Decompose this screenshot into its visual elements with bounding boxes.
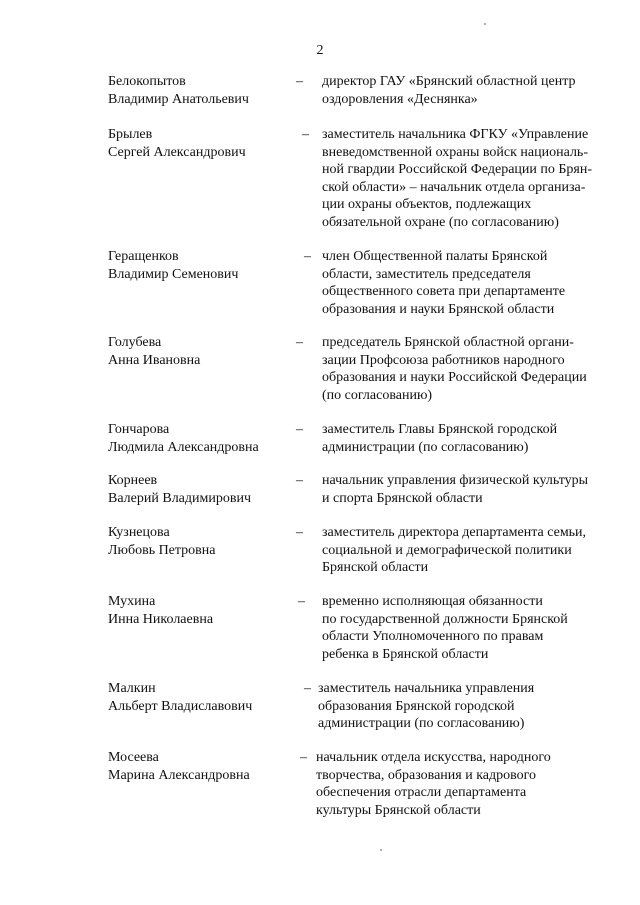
- position-line: Брянской области: [322, 560, 429, 575]
- position-line: социальной и демографической политики: [322, 542, 572, 558]
- member-given-name: Марина Александровна: [108, 767, 250, 783]
- position-line: председатель Брянской областной органи-: [322, 335, 574, 350]
- position-line: заместитель Главы Брянской городской: [322, 422, 558, 437]
- member-name: [108, 472, 278, 507]
- position-line: заместитель директора департамента семьи,: [322, 525, 587, 540]
- position-line: обеспечения отрасли департамента: [316, 785, 527, 800]
- position-line: заместитель начальника управления: [318, 681, 535, 696]
- member-name: [108, 73, 278, 108]
- position-line: оздоровления «Деснянка»: [322, 91, 478, 107]
- member-position: [322, 524, 614, 577]
- member-name: [108, 749, 278, 784]
- member-name: [108, 593, 278, 628]
- member-name: [108, 524, 278, 559]
- member-surname: Голубева: [108, 335, 162, 350]
- member-position: [322, 248, 614, 318]
- position-line: (по согласованию): [322, 387, 433, 403]
- position-line: ной гвардии Российской Федерации по Брян-: [322, 162, 593, 177]
- page-number: 2: [316, 43, 324, 58]
- member-position: [322, 126, 614, 231]
- position-line: администрации (по согласованию): [318, 716, 525, 731]
- member-position: [316, 749, 608, 819]
- member-given-name: Альберт Владиславович: [108, 698, 253, 714]
- position-line: вневедомственной охраны войск националь-: [322, 144, 588, 160]
- member-surname: Брылев: [108, 127, 153, 142]
- member-position: [322, 334, 614, 404]
- member-given-name: Владимир Анатольевич: [108, 91, 249, 107]
- member-surname: Белокопытов: [108, 74, 186, 89]
- dash: –: [296, 74, 303, 89]
- member-name: [108, 680, 278, 715]
- position-line: ребенка в Брянской области: [322, 646, 489, 662]
- position-line: образования Брянской городской: [318, 698, 515, 714]
- member-position: [318, 680, 610, 733]
- dash: –: [304, 681, 311, 696]
- member-name: [108, 126, 278, 161]
- member-position: [322, 421, 614, 456]
- member-surname: Кузнецова: [108, 525, 170, 540]
- position-line: и спорта Брянской области: [322, 490, 483, 506]
- position-line: директор ГАУ «Брянский областной центр: [322, 74, 576, 89]
- member-position: [322, 593, 614, 663]
- position-line: ской области» – начальник отдела организа-: [322, 179, 586, 195]
- position-line: начальник управления физической культуры: [322, 473, 589, 488]
- position-line: зации Профсоюза работников народного: [322, 352, 565, 368]
- position-line: администрации (по согласованию): [322, 439, 529, 455]
- dash: –: [298, 594, 305, 609]
- position-line: член Общественной палаты Брянской: [322, 249, 548, 264]
- member-position: [322, 472, 614, 507]
- position-line: ции охраны объектов, подлежащих: [322, 197, 532, 212]
- scan-speck: [380, 849, 382, 851]
- position-line: общественного совета при департаменте: [322, 284, 566, 299]
- member-surname: Корнеев: [108, 473, 158, 488]
- dash: –: [296, 335, 303, 350]
- member-given-name: Владимир Семенович: [108, 266, 239, 282]
- position-line: заместитель начальника ФГКУ «Управление: [322, 127, 589, 142]
- scan-speck: [484, 23, 486, 25]
- dash: –: [304, 249, 311, 264]
- member-name: [108, 248, 278, 283]
- position-line: образования и науки Российской Федерации: [322, 370, 587, 385]
- position-line: начальник отдела искусства, народного: [316, 750, 551, 765]
- dash: –: [296, 473, 303, 488]
- position-line: обязательной охране (по согласованию): [322, 214, 559, 230]
- position-line: временно исполняющая обязанности: [322, 594, 543, 609]
- member-position: [322, 73, 614, 108]
- member-surname: Мосеева: [108, 750, 159, 765]
- member-surname: Гончарова: [108, 422, 170, 437]
- member-surname: Геращенков: [108, 249, 179, 264]
- dash: –: [296, 525, 303, 540]
- dash: –: [302, 127, 309, 142]
- member-given-name: Сергей Александрович: [108, 144, 246, 160]
- member-surname: Малкин: [108, 681, 156, 696]
- member-given-name: Анна Ивановна: [108, 352, 201, 368]
- member-given-name: Любовь Петровна: [108, 542, 216, 558]
- position-line: области, заместитель председателя: [322, 266, 531, 282]
- position-line: области Уполномоченного по правам: [322, 629, 544, 644]
- dash: –: [300, 750, 307, 765]
- position-line: культуры Брянской области: [316, 802, 481, 818]
- position-line: образования и науки Брянской области: [322, 301, 555, 317]
- member-given-name: Инна Николаевна: [108, 611, 214, 627]
- member-given-name: Людмила Александровна: [108, 439, 259, 455]
- position-line: по государственной должности Брянской: [322, 611, 568, 627]
- member-name: [108, 334, 278, 369]
- member-surname: Мухина: [108, 594, 156, 609]
- member-given-name: Валерий Владимирович: [108, 490, 252, 506]
- position-line: творчества, образования и кадрового: [316, 767, 537, 783]
- member-name: [108, 421, 278, 456]
- dash: –: [296, 422, 303, 437]
